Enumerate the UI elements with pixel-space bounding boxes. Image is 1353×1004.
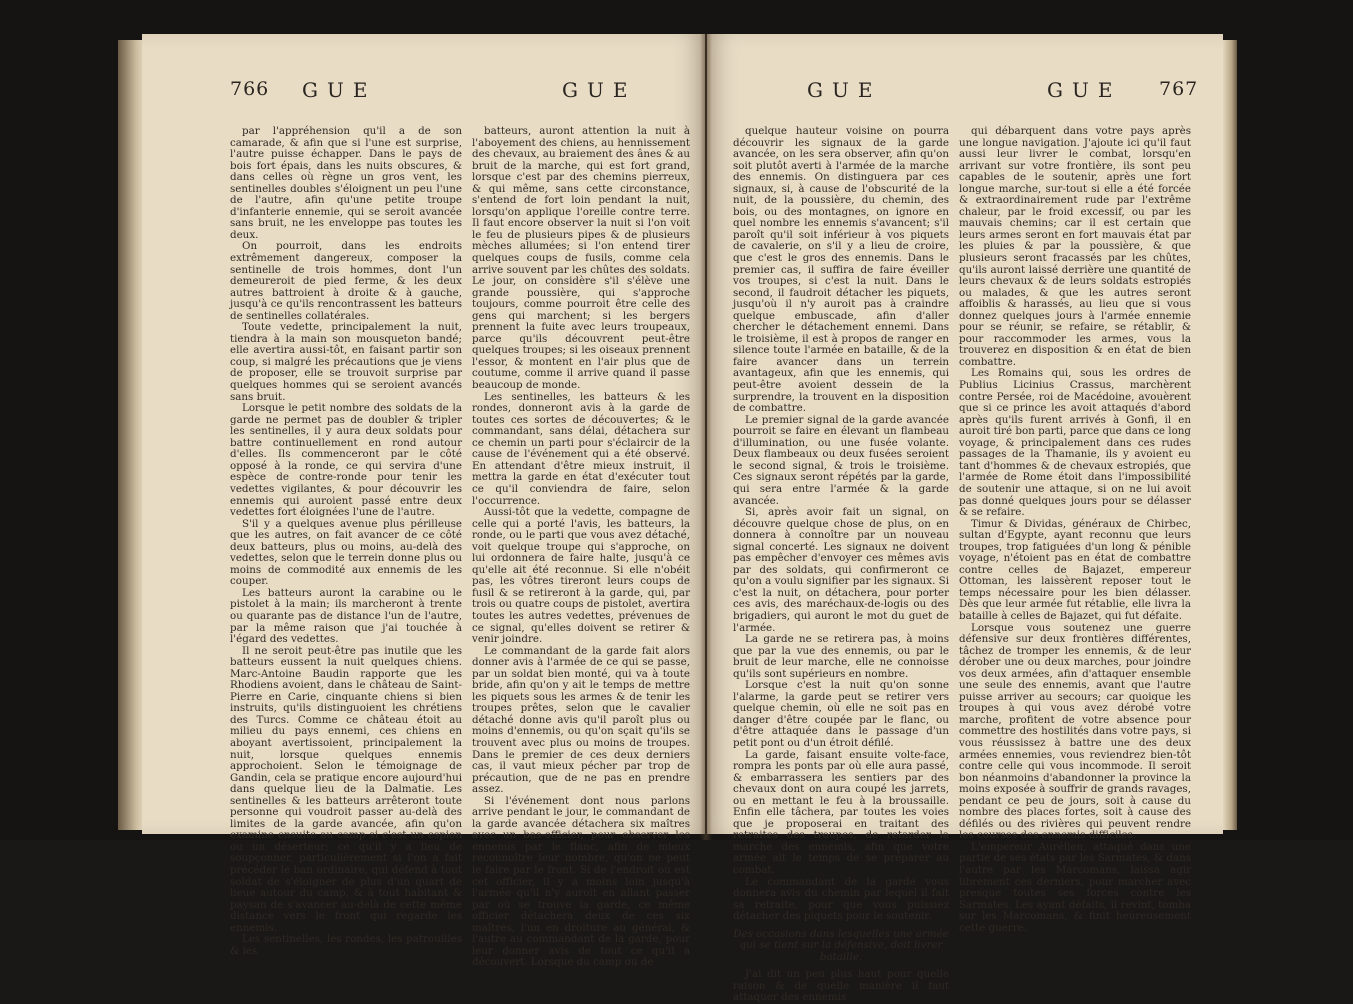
paragraph: Le commandant de la garde vous donnera avis du chemin par lequel il fait sa retraite, pour que vous puissiez détacher des piquets pour le soutenir.	[733, 875, 949, 923]
running-head-right-2: GUE	[1047, 78, 1122, 102]
paragraph: S'il y a quelques avenue plus périlleuse que les autres, on fait avancer de ce côté deux batteurs, plus ou moins, au-delà des vedettes, selon que le terrein donne plus ou moins de commodité aux ennemis de les couper.	[230, 517, 462, 588]
section-heading: Des occasions dans lesquelles une armée qui se tient sur la défensive, doit livrer bataille.	[733, 927, 949, 963]
left-page-column-1	[230, 125, 462, 957]
left-page	[142, 34, 705, 969]
running-head-left-1: GUE	[302, 78, 377, 102]
left-page-column-2	[472, 125, 690, 969]
paragraph: Lorsque c'est la nuit qu'on sonne l'alarme, la garde peut se retirer vers quelque chemin, où elle ne soit pas en danger d'être coupée par le flanc, ou d'être attaquée dans le passage d'un petit pont ou d'un étroit défilé.	[733, 679, 949, 749]
right-page	[707, 34, 1223, 1004]
paragraph: Si l'événement dont nous parlons arrive pendant le jour, le commandant de la garde avancée détachera six maîtres avec un bas-officier, pour observer les ennemis par le flanc, afin de mieux reconnoître leur nombre, qu'on ne peut le faire par le front. Si de l'endroit où est cet officier, il y a moins loin jusqu'à l'armée qu'il n'y auroit en allant passer par où se trouve la garde, ce même officier détachera deux de ces six maîtres, l'un en droiture au général, & l'autre au commandant de la garde, pour leur donner avis de tout ce qu'il a découvert. Lorsque du camp ou de	[472, 794, 690, 969]
running-head-right-1: GUE	[807, 78, 882, 102]
paragraph: Les Romains qui, sous les ordres de Publius Licinius Crassus, marchèrent contre Persée, roi de Macédoine, avouèrent que si ce prince les avoit attaqués d'abord après qu'ils furent arrivés à Gonfi, il en auroit tiré bon parti, parce que dans ce long voyage, & principalement dans ces rudes passages de la Thamanie, ils y avoient eu tant d'hommes & de chevaux estropiés, que l'armée de Rome étoit dans l'impossibilité de soutenir une attaque, si on ne lui avoit pas donné quelques jours pour se délasser & se refaire.	[959, 367, 1191, 519]
paragraph: Les batteurs auront la carabine ou le pistolet à la main; ils marcheront à trente ou quarante pas de distance l'un de l'autre, par la même raison que j'ai touchée à l'égard des vedettes.	[230, 586, 462, 646]
left-page-edge	[118, 40, 144, 830]
paragraph: Les sentinelles, les batteurs & les rondes, donneront avis à la garde de toutes ces sortes de découvertes; & le commandant, sans délai, détachera sur ce chemin un parti pour s'éclaircir de la cause de l'événement qui a été observé. En attendant d'être mieux instruit, il mettra la garde en état d'exécuter tout ce qu'il conviendra de faire, selon l'occurrence.	[472, 390, 690, 507]
paragraph: batteurs, auront attention la nuit à l'aboyement des chiens, au hennissement des chevaux, au braiement des ânes & au bruit de la marche, qui est fort grand, lorsque c'est par des chemins pierreux, & qui même, sans cette circonstance, s'entend de fort loin pendant la nuit, lorsqu'on applique l'oreille contre terre. Il faut encore observer la nuit si l'on voit le feu de plusieurs pipes & de plusieurs mèches allumées; si l'on entend tirer quelques coups de fusils, comme cela arrive souvent par les chûtes des soldats. Le jour, on considère s'il s'élève une grande poussière, qui s'approche toujours, comme pourroit être celle des gens qui marchent; si les bergers prennent la fuite avec leurs troupeaux, parce qu'ils découvrent peut-être quelques troupes; si les oiseaux prennent l'essor, & montent en l'air plus que de coutume, comme il arrive quand il passe beaucoup de monde.	[472, 125, 690, 392]
paragraph: Les sentinelles, les rondes, les patrouilles & les	[230, 933, 462, 957]
paragraph: Si, après avoir fait un signal, on découvre quelque chose de plus, on en donnera à connoître par un nouveau signal concerté. Les signaux ne doivent pas empêcher d'envoyer ces mêmes avis par des soldats, qui confirmeront ce qu'on a voulu signifier par les signaux. Si c'est la nuit, on détachera, pour porter ces avis, des maréchaux-de-logis ou des brigadiers, qui auront le mot du guet de l'armée.	[733, 506, 949, 634]
paragraph: Toute vedette, principalement la nuit, tiendra à la main son mousqueton bandé; elle avertira aussi-tôt, en faisant partir son coup, si malgré les précautions que je viens de proposer, elle se trouvoit surprise par quelques hommes qui se seroient avancés sans bruit.	[230, 321, 462, 403]
paragraph: qui débarquent dans votre pays après une longue navigation. J'ajoute ici qu'il faut aussi leur livrer le combat, lorsqu'en arrivant sur votre frontière, ils sont peu capables de le soutenir, après une fort longue marche, sur-tout si elle a été forcée & extraordinairement rude par l'extrême chaleur, par le froid excessif, ou par les mauvais chemins; car il est certain que leurs armes seront en fort mauvais état par les pluies & par la poussière, & que plusieurs seront fracassés par les chûtes, qu'ils auront laissé derrière une quantité de leurs chevaux & de leurs soldats estropiés ou malades, & que les autres seront affoiblis & harassés, au lieu que si vous donnez quelques jours à l'armée ennemie pour se réunir, se refaire, se rétablir, & pour raccommoder les armes, vous la trouverez en disposition & en état de bien combattre.	[959, 125, 1191, 368]
right-page-column-1	[733, 125, 949, 1004]
page-number-left: 766	[230, 78, 270, 100]
paragraph: On pourroit, dans les endroits extrêmement dangereux, composer la sentinelle de trois hommes, dont l'un demeureroit de pied ferme, & les deux autres battroient à droite & à gauche, jusqu'à ce qu'ils rencontrassent les batteurs de sentinelles collatérales.	[230, 240, 462, 322]
book-gutter	[700, 34, 712, 840]
paragraph: Il ne seroit peut-être pas inutile que les batteurs eussent la nuit quelques chiens. Marc-Antoine Baudin rapporte que les Rhodiens avoient, dans le château de Saint-Pierre en Carie, cinquante chiens si bien instruits, qu'ils distinguoient les chrétiens des Turcs. Comme ce château étoit au milieu du pays ennemi, ces chiens en aboyant avertissoient, principalement la nuit, lorsque quelques ennemis approchoient. Selon le témoignage de Gandin, cela se pratique encore aujourd'hui dans quelque lieu de la Dalmatie. Les sentinelles & les batteurs arrêteront toute personne qui voudroit passer au-delà des limites de la garde avancée, afin qu'on examine ensuite au camp si c'est un espion ou un déserteur; ce qu'il y a lieu de soupçonner, particulièrement si l'on a fait précéder le ban ordinaire, qui défend à tout soldat de s'éloigner de plus d'un quart de lieue autour du camp, & à tout habitant & paysan de s'avancer au-delà de cette même distance vers le front qui regarde les ennemis.	[230, 644, 462, 934]
right-page-column-2	[959, 125, 1191, 934]
paragraph: La garde ne se retirera pas, à moins que par la vue des ennemis, ou par le bruit de leur marche, elle ne connoisse qu'ils sont supérieurs en nombre.	[733, 633, 949, 680]
paragraph: La garde, faisant ensuite volte-face, rompra les ponts par où elle aura passé, & embarrassera les sentiers par des chevaux dont on aura coupé les jarrets, ou en mettant le feu à la broussaille. Enfin elle tâchera, par toutes les voies que je proposerai en traitant des retraites des troupes, de retarder la marche des ennemis, afin que votre armée ait le temps de se préparer au combat.	[733, 748, 949, 876]
page-number-right: 767	[1159, 78, 1199, 100]
paragraph: L'empereur Aurélien, attaqué dans une partie de ses états par les Sarmates, & dans l'autre par les Marcomans, laissa agir librement ces derniers, pour marcher avec presque toutes ses forces contre les Sarmates. Les ayant défaits, il revint, tomba sur les Marcomans, & finit heureusement cette guerre.	[959, 840, 1191, 934]
paragraph: Le premier signal de la garde avancée pourroit se faire en élevant un flambeau d'illumination, ou une fusée volante. Deux flambeaux ou deux fusées seroient le second signal, & trois le troisième. Ces signaux seront répétés par la garde, qui sera entre l'armée & la garde avancée.	[733, 413, 949, 507]
paragraph: J'ai dit un peu plus haut pour quelle raison & de quelle manière il faut attaquer des ennemis	[733, 968, 949, 1004]
paragraph: Le commandant de la garde fait alors donner avis à l'armée de ce qui se passe, par un soldat bien monté, qui va à toute bride, afin qu'on y ait le temps de mettre les piquets sous les armes & de tenir les troupes prêtes, selon que le cavalier détaché donne avis qu'il paroît plus ou moins d'ennemis, ou qu'on sçait qu'ils se trouvent avec plus ou moins de troupes. Dans le premier de ces deux derniers cas, il vaut mieux pécher par trop de précaution, que de ne pas en prendre assez.	[472, 644, 690, 796]
running-head-left-2: GUE	[562, 78, 637, 102]
paragraph: Aussi-tôt que la vedette, compagne de celle qui a porté l'avis, les batteurs, la ronde, ou le parti que vous avez détaché, voit quelque troupe qui s'approche, on lui ordonnera de faire halte, jusqu'à ce qu'elle ait été reconnue. Si elle n'obéit pas, les vôtres tireront leurs coups de fusil & se retireront à la garde, qui, par trois ou quatre coups de pistolet, avertira toutes les autres vedettes, prévenues de ce signal, qu'elles doivent se retirer & venir joindre.	[472, 506, 690, 646]
paragraph: Lorsque le petit nombre des soldats de la garde ne permet pas de doubler & tripler les sentinelles, il y aura deux soldats pour battre continuellement en rond autour d'elles. Ils commenceront par le côté opposé à la ronde, ce qui servira d'une espèce de contre-ronde pour tenir les vedettes vigilantes, & pour découvrir les ennemis qui auroient passé entre deux vedettes fort éloignées l'une de l'autre.	[230, 402, 462, 519]
paragraph: quelque hauteur voisine on pourra découvrir les signaux de la garde avancée, on les sera observer, afin qu'on soit plutôt averti à l'armée de la marche des ennemis. On distinguera par ces signaux, si, à cause de l'obscurité de la nuit, de la poussière, du chemin, des bois, ou des montagnes, on ignore en quel nombre les ennemis s'avancent; s'il paroît qu'il soit inférieur à vos piquets de cavalerie, on s'il y a lieu de croire, que c'est le gros des ennemis. Dans le premier cas, il suffira de faire éveiller vos troupes, si c'est la nuit. Dans le second, il faudroit détacher les piquets, jusqu'où il n'y auroit pas à craindre quelque embuscade, afin d'aller chercher le détachement ennemi. Dans le troisième, il est à propos de ranger en silence toute l'armée en bataille, & de la faire avancer dans un terrein avantageux, afin que les ennemis, qui peut-être avoient dessein de la surprendre, la trouvent en la disposition de combattre.	[733, 125, 949, 415]
paragraph: par l'appréhension qu'il a de son camarade, & afin que si l'une est surprise, l'autre puisse échapper. Dans le pays de bois fort épais, dans les nuits obscures, & dans celles où règne un gros vent, les sentinelles doubles s'éloignent un peu l'une de l'autre, afin qu'une petite troupe d'infanterie ennemie, qui se seroit avancée sans bruit, ne les enveloppe pas toutes les deux.	[230, 125, 462, 241]
paragraph: Timur & Dividas, généraux de Chirbec, sultan d'Egypte, ayant reconnu que leurs troupes, trop fatiguées d'un long & pénible voyage, n'étoient pas en état de combattre contre celles de Bajazet, empereur Ottoman, les laissèrent reposer tout le temps nécessaire pour les bien délasser. Dès que leur armée fut rétablie, elle livra la bataille à celles de Bajazet, qui fut défaite.	[959, 517, 1191, 622]
paragraph: Lorsque vous soutenez une guerre défensive sur deux frontières différentes, tâchez de tromper les ennemis, & de leur dérober une ou deux marches, pour joindre vos deux armées, afin d'attaquer ensemble une seule des ennemis, avant que l'autre puisse arriver au secours; car quoique les troupes à qui vous avez dérobé votre marche, profitent de votre absence pour commettre des hostilités dans votre pays, si vous réussissez à battre une des deux armées ennemies, vous reviendrez bien-tôt contre celle qui vous incommode. Il seroit bon néanmoins d'abandonner la province la moins exposée à souffrir de grands ravages, pendant ce peu de jours, soit à cause du nombre des places fortes, soit à cause des défilés ou des rivières qui peuvent rendre les courses des ennemis difficiles.	[959, 621, 1191, 842]
right-page-edge	[1223, 40, 1237, 830]
